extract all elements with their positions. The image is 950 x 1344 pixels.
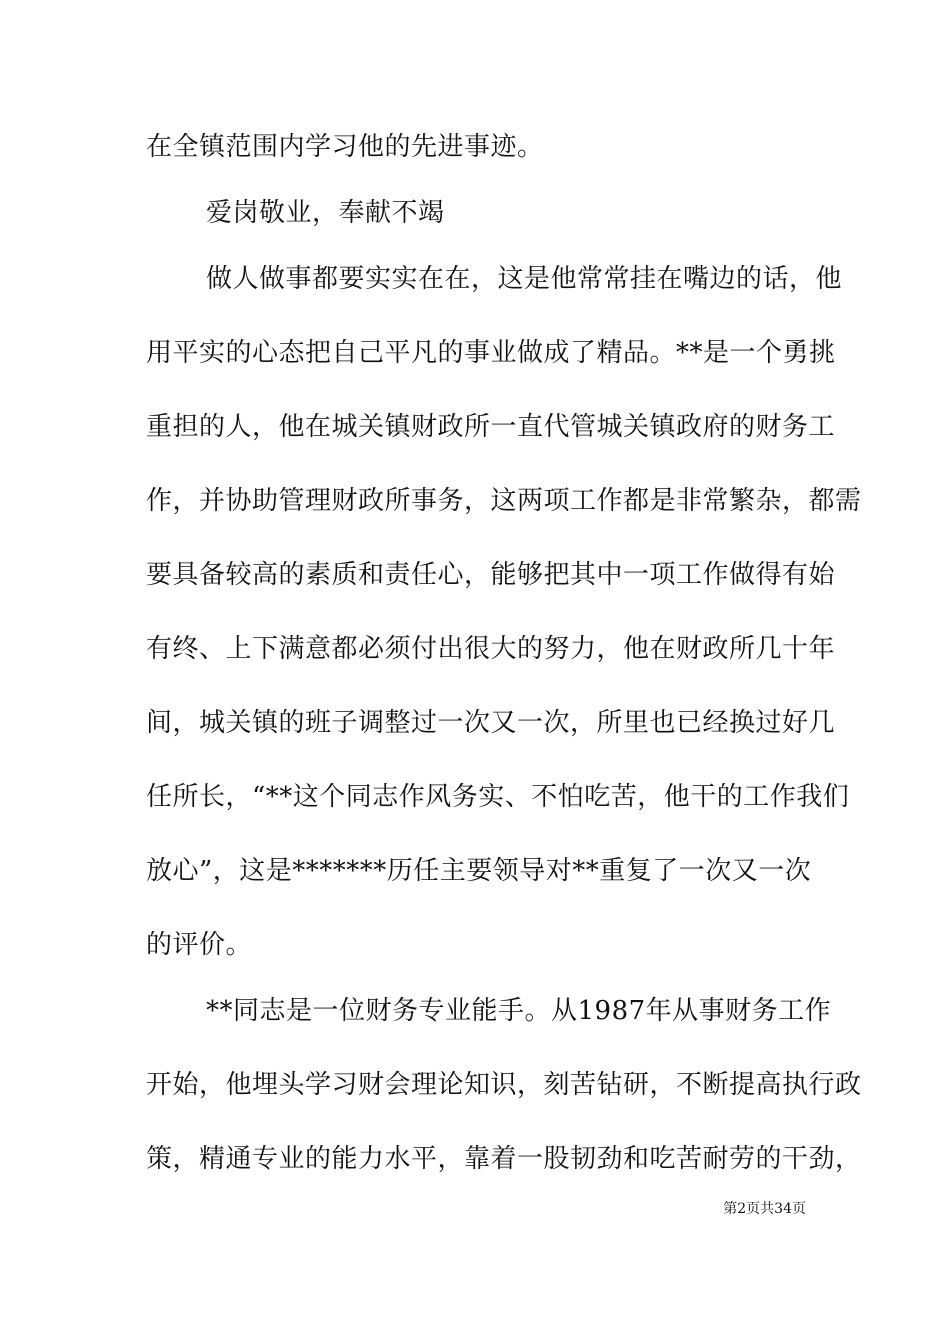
paragraph-line-4: 用平实的心态把自己平凡的事业做成了精品。**是一个勇挑 xyxy=(146,338,836,368)
page-number-footer: 第2页共34页 xyxy=(723,1201,806,1217)
paragraph-line-15: 策，精通专业的能力水平，靠着一股韧劲和吃苦耐劳的干劲， xyxy=(146,1144,862,1174)
paragraph-line-13: **同志是一位财务专业能手。从1987年从事财务工作 xyxy=(206,996,832,1026)
section-heading: 爱岗敬业，奉献不竭 xyxy=(206,198,445,228)
paragraph-line-7: 要具备较高的素质和责任心，能够把其中一项工作做得有始 xyxy=(146,560,836,590)
paragraph-line-6: 作，并协助管理财政所事务，这两项工作都是非常繁杂，都需 xyxy=(146,486,862,516)
paragraph-line-9: 间，城关镇的班子调整过一次又一次，所里也已经换过好几 xyxy=(146,708,836,738)
paragraph-line-12: 的评价。 xyxy=(146,930,253,960)
paragraph-line-14: 开始，他埋头学习财会理论知识，刻苦钻研，不断提高执行政 xyxy=(146,1070,862,1100)
paragraph-line-1: 在全镇范围内学习他的先进事迹。 xyxy=(146,132,544,162)
paragraph-line-10: 任所长，“**这个同志作风务实、不怕吃苦，他干的工作我们 xyxy=(146,782,850,812)
paragraph-line-11: 放心”，这是*******历任主要领导对**重复了一次又一次 xyxy=(146,856,812,886)
paragraph-line-5: 重担的人，他在城关镇财政所一直代管城关镇政府的财务工 xyxy=(146,412,836,442)
paragraph-line-8: 有终、上下满意都必须付出很大的努力，他在财政所几十年 xyxy=(146,634,836,664)
paragraph-line-3: 做人做事都要实实在在，这是他常常挂在嘴边的话，他 xyxy=(206,264,843,294)
